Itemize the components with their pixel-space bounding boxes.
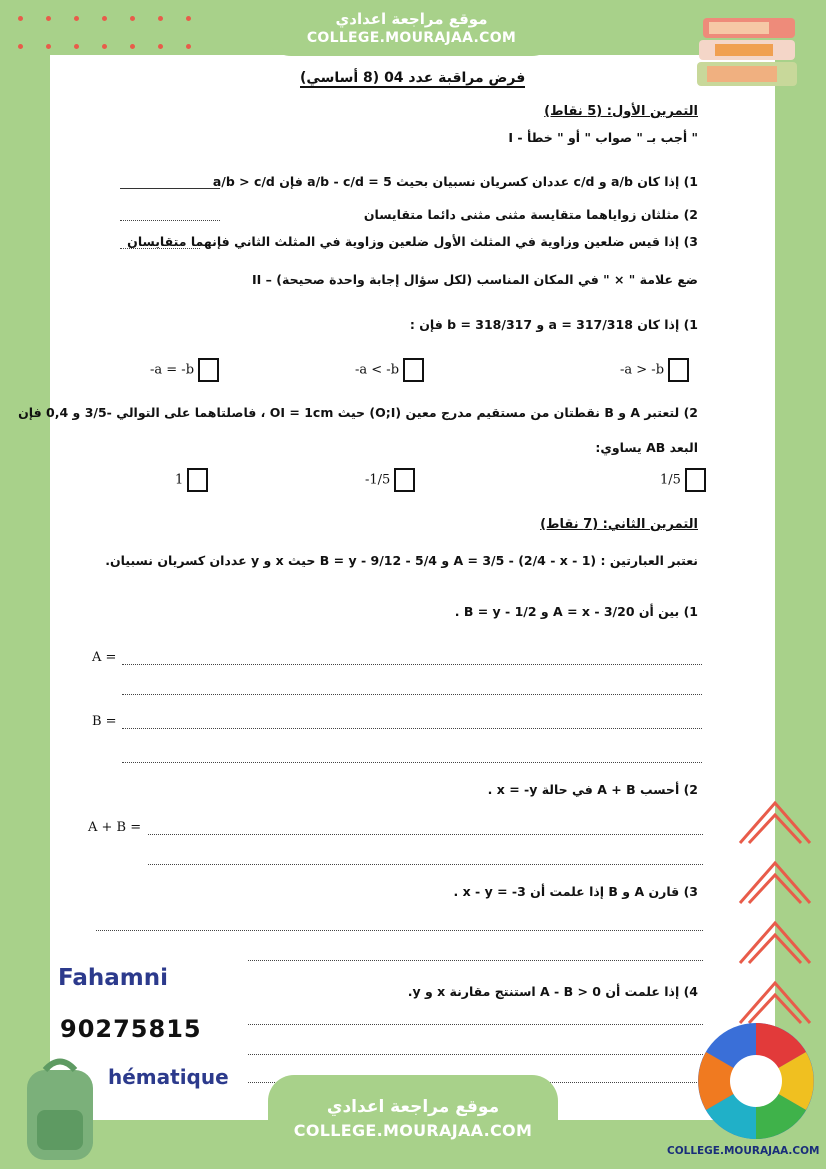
ex1-part2: II – ضع علامة " × " في المكان المناسب (لكل سؤال إجابة واحدة صحيحة) [252, 272, 698, 287]
answer-line-b-1[interactable] [122, 728, 702, 729]
subjects-wheel-icon [697, 1022, 815, 1140]
footer-banner[interactable] [268, 1075, 558, 1169]
chevron-up-icon [735, 913, 815, 968]
stamp-name: Fahamni [58, 965, 169, 991]
q4-option-2[interactable]: -a < -b [355, 358, 428, 382]
answer-line-a-1[interactable] [122, 664, 702, 665]
answer-line-apb-2[interactable] [148, 864, 703, 865]
ex2-intro: نعتبر العبارتين : A = 3/5 - (2/4 - x - 1) و B = y - 9/12 - 5/4 حيث x و y عددان كسريان نسبيان. [105, 553, 698, 568]
ex1-q5-line1: 2) لتعتبر A و B نقطتان من مستقيم مدرج معين (O;I) حيث OI = 1cm ، فاصلتاهما على التوالي -3/5 و 0,4 فإن [18, 405, 698, 420]
ex2-q1: 1) بين أن A = x - 3/20 و B = y - 1/2 . [454, 604, 698, 619]
ex1-part1: I - أجب بـ " صواب " أو " خطأ " [508, 130, 698, 145]
chevron-up-icon [735, 793, 815, 848]
answer-blank-q2[interactable] [120, 220, 220, 221]
ex1-q3: 3) إذا قيس ضلعين وزاوية في المثلث الأول ضلعين وزاوية في المثلث الثاني فإنهما متقايسان [127, 234, 698, 249]
q5-option-3[interactable]: 1 [175, 468, 212, 492]
ex1-q2: 2) مثلثان زواياهما متقايسة مثنى مثنى دائما متقايسان [363, 207, 698, 222]
header-site-link[interactable]: COLLEGE.MOURAJAA.COM [306, 30, 517, 46]
answer-line-b-2[interactable] [122, 762, 702, 763]
checkbox-q5-2[interactable] [394, 468, 415, 492]
checkbox-q5-1[interactable] [685, 468, 706, 492]
ex1-q4: 1) إذا كان a = 317/318 و b = 318/317 فإن : [409, 317, 698, 332]
chevron-up-icon [735, 853, 815, 908]
ex1-q1: 1) إذا كان a/b و c/d عددان كسريان نسبيان بحيث a/b - c/d = 5 فإن a/b > c/d [212, 174, 698, 189]
books-icon [695, 10, 805, 95]
ex2-heading: التمرين الثاني: (7 نقاط) [540, 517, 698, 532]
ex2-q3: 3) قارن A و B إذا علمت أن x - y = -3 . [453, 884, 698, 899]
answer-blank-q1[interactable] [120, 188, 220, 189]
footer-arabic: موقع مراجعة اعدادي [326, 1097, 500, 1117]
header-banner[interactable] [265, 0, 558, 56]
answer-line-q4-1[interactable] [248, 1024, 703, 1025]
b-label: B = [92, 714, 117, 729]
checkbox-q4-3[interactable] [198, 358, 219, 382]
ex2-q2: 2) أحسب A + B في حالة x = -y . [487, 782, 698, 797]
q5-option-1[interactable]: 1/5 [660, 468, 710, 492]
decorative-dots [18, 12, 178, 52]
ex2-q4: 4) إذا علمت أن A - B > 0 استنتج مقارنة x و y. [407, 984, 698, 999]
apb-label: A + B = [88, 820, 142, 835]
answer-line-apb-1[interactable] [148, 834, 703, 835]
answer-blank-q3[interactable] [120, 248, 200, 249]
q4-option-1[interactable]: -a > -b [620, 358, 693, 382]
backpack-icon [15, 1055, 105, 1165]
checkbox-q4-2[interactable] [403, 358, 424, 382]
stamp-subject: hématique [108, 1065, 229, 1089]
answer-line-q3-2[interactable] [248, 960, 703, 961]
q5-option-2[interactable]: -1/5 [365, 468, 419, 492]
answer-line-q3-1[interactable] [96, 930, 703, 931]
a-label: A = [92, 650, 117, 665]
corner-site-label[interactable]: COLLEGE.MOURAJAA.COM [667, 1145, 820, 1157]
footer-site-link[interactable]: COLLEGE.MOURAJAA.COM [293, 1121, 533, 1140]
header-arabic: موقع مراجعة اعدادي [335, 10, 488, 28]
q4-option-3[interactable]: -a = -b [150, 358, 223, 382]
chevron-up-icon [735, 973, 815, 1028]
stamp-phone: 90275815 [60, 1015, 202, 1043]
exam-title: فرض مراقبة عدد 04 (8 أساسي) [300, 70, 526, 86]
ex1-q5-line2: البعد AB يساوي: [595, 440, 698, 455]
ex1-heading: التمرين الأول: (5 نقاط) [544, 104, 698, 119]
checkbox-q4-1[interactable] [668, 358, 689, 382]
checkbox-q5-3[interactable] [187, 468, 208, 492]
answer-line-a-2[interactable] [122, 694, 702, 695]
answer-line-q4-2[interactable] [248, 1054, 703, 1055]
